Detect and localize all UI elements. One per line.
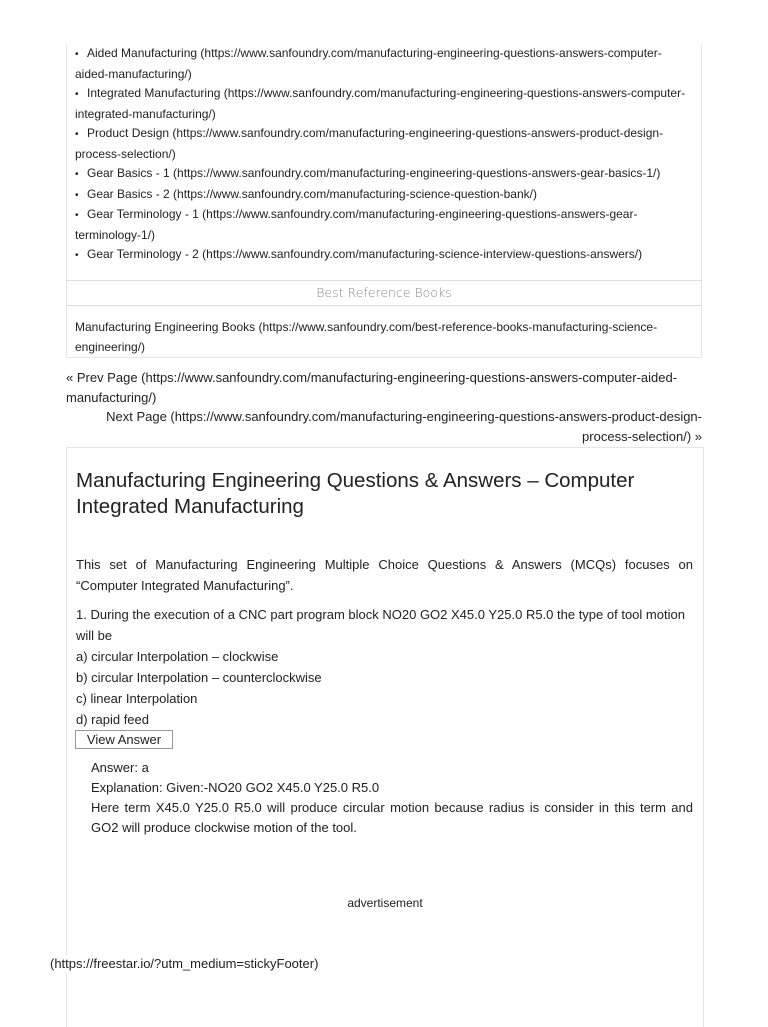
list-item[interactable] xyxy=(75,124,695,164)
bullet-icon: • xyxy=(75,89,79,100)
list-item[interactable] xyxy=(75,245,695,266)
list-item[interactable] xyxy=(75,185,695,206)
page-title: Manufacturing Engineering Questions & Answers – Computer Integrated Manufacturing xyxy=(76,469,635,518)
bullet-icon: • xyxy=(75,210,79,221)
reference-books-heading: Best Reference Books xyxy=(66,280,702,306)
bullet-icon: • xyxy=(75,49,79,60)
related-link[interactable]: Product Design (https://www.sanfoundry.com/manufacturing-engineering-questions-answers-product-design-process-selection/) xyxy=(75,126,664,161)
view-answer-button[interactable]: View Answer xyxy=(75,730,173,749)
related-link[interactable]: Gear Basics - 1 (https://www.sanfoundry.com/manufacturing-engineering-questions-answers-gear-basics-1/) xyxy=(87,166,661,180)
list-item[interactable] xyxy=(75,205,695,245)
explanation-line-2: Here term X45.0 Y25.0 R5.0 will produce circular motion because radius is consider in this term and GO2 will produce clockwise motion of the tool. xyxy=(91,800,693,835)
option-b: b) circular Interpolation – counterclockwise xyxy=(76,670,322,685)
related-link[interactable]: Gear Terminology - 1 (https://www.sanfoundry.com/manufacturing-engineering-questions-answers-gear-terminology-1/) xyxy=(75,207,638,242)
related-link[interactable]: Aided Manufacturing (https://www.sanfoundry.com/manufacturing-engineering-questions-answers-computer-aided-manufacturing/) xyxy=(75,46,662,81)
answer-text: Answer: a xyxy=(91,760,149,775)
list-item[interactable] xyxy=(75,164,695,185)
option-d: d) rapid feed xyxy=(76,712,149,727)
related-link[interactable]: Gear Basics - 2 (https://www.sanfoundry.com/manufacturing-science-question-bank/) xyxy=(87,186,537,201)
reference-books-link[interactable]: Manufacturing Engineering Books (https://www.sanfoundry.com/best-reference-books-manufacturing-science-engineering/) xyxy=(75,320,658,354)
bullet-icon: • xyxy=(75,169,79,180)
answer-panel xyxy=(91,758,693,838)
question-text: 1. During the execution of a CNC part program block NO20 GO2 X45.0 Y25.0 R5.0 the type of tool motion will be xyxy=(76,607,685,643)
option-c: c) linear Interpolation xyxy=(76,691,198,706)
related-link[interactable]: Integrated Manufacturing (https://www.sanfoundry.com/manufacturing-engineering-questions-answers-computer-integrated-manufacturing/) xyxy=(75,86,686,121)
option-a: a) circular Interpolation – clockwise xyxy=(76,649,279,664)
bullet-icon: • xyxy=(75,250,79,261)
bullet-icon: • xyxy=(75,129,79,140)
prev-page-link[interactable]: « Prev Page (https://www.sanfoundry.com/manufacturing-engineering-questions-answers-computer-aided-manufacturing/) xyxy=(66,370,678,405)
related-links-list xyxy=(75,44,695,266)
explanation-line-1: Explanation: Given:-NO20 GO2 X45.0 Y25.0 R5.0 xyxy=(91,780,380,795)
next-page-link[interactable]: Next Page (https://www.sanfoundry.com/manufacturing-engineering-questions-answers-product-design-process-selection/) » xyxy=(106,409,702,444)
list-item[interactable] xyxy=(75,44,695,84)
sticky-footer-link[interactable]: (https://freestar.io/?utm_medium=stickyFooter) xyxy=(50,956,319,971)
advertisement-label: advertisement xyxy=(347,896,423,910)
related-link[interactable]: Gear Terminology - 2 (https://www.sanfoundry.com/manufacturing-science-interview-questions-answers/) xyxy=(87,247,643,261)
answer-options xyxy=(76,646,693,730)
list-item[interactable] xyxy=(75,84,695,124)
bullet-icon: • xyxy=(75,189,79,201)
article-intro: This set of Manufacturing Engineering Multiple Choice Questions & Answers (MCQs) focuses on “Computer Integrated Manufacturing”. xyxy=(76,557,693,593)
